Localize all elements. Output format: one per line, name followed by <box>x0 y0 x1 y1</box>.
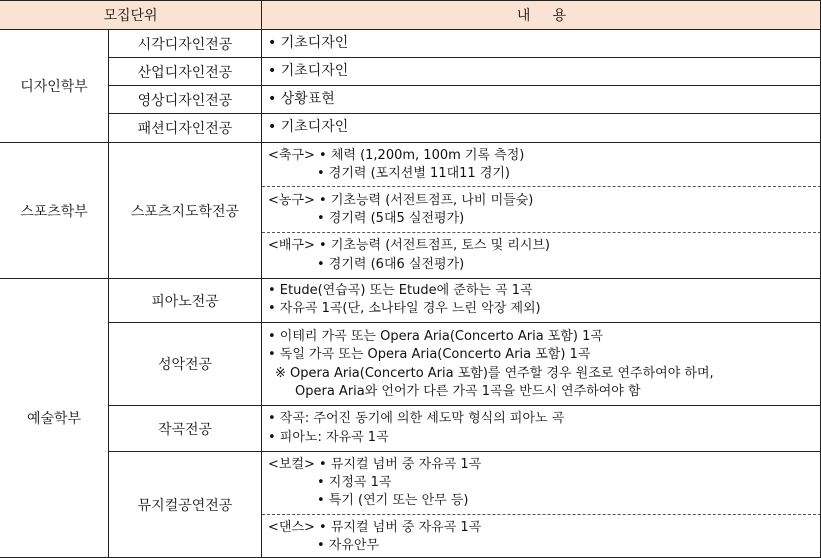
content-line: Opera Aria와 언어가 다른 가곡 1곡을 반드시 연주하여야 함 <box>295 384 641 399</box>
major-cell: 패션디자인전공 <box>137 121 233 137</box>
content-line: • 피아노: 자유곡 1곡 <box>268 430 389 445</box>
content-line: • 경기력 (5대5 실전평가) <box>317 211 465 226</box>
content-line: • 자유곡 1곡(단, 소나타일 경우 느린 악장 제외) <box>268 301 541 316</box>
dashed-divider <box>262 232 821 233</box>
content-line: <보컬> • 뮤지컬 넘버 중 자유곡 1곡 <box>268 457 482 472</box>
content-line: • 자유안무 <box>317 538 380 553</box>
dept-arts: 예술학부 <box>26 411 82 427</box>
dashed-divider <box>262 186 821 187</box>
content-line: • 경기력 (포지션별 11대11 경기) <box>317 166 511 181</box>
content-line: ※ Opera Aria(Concerto Aria 포함)를 연주할 경우 원조로 연주하여야 하며, <box>275 366 714 381</box>
content-line: <배구> • 기초능력 (서전트점프, 토스 및 리시브) <box>268 238 551 253</box>
content-line: <축구> • 체력 (1,200m, 100m 기록 측정) <box>268 148 525 163</box>
major-cell: 피아노전공 <box>151 293 219 310</box>
table-top-border <box>0 0 821 1</box>
content-line: • Etude(연습곡) 또는 Etude에 준하는 곡 1곡 <box>268 283 533 298</box>
dashed-divider <box>262 514 821 515</box>
content-line: • 기초디자인 <box>268 35 349 51</box>
major-cell: 스포츠지도학전공 <box>130 203 240 220</box>
content-line: • 지정곡 1곡 <box>317 475 392 490</box>
major-cell: 뮤지컬공연전공 <box>137 497 233 514</box>
major-cell: 작곡전공 <box>157 421 213 438</box>
major-cell: 영상디자인전공 <box>137 92 233 109</box>
header-unit: 모집단위 <box>0 0 261 29</box>
content-line: • 이테리 가곡 또는 Opera Aria(Concerto Aria 포함) 1곡 <box>268 329 603 344</box>
major-cell: 시각디자인전공 <box>137 36 233 53</box>
content-line: • 상황표현 <box>268 91 335 107</box>
dept-sports: 스포츠학부 <box>20 203 88 220</box>
col-divider <box>261 0 262 557</box>
content-line: • 경기력 (6대6 실전평가) <box>317 257 465 272</box>
content-line: <농구> • 기초능력 (서전트점프, 나비 미들슛) <box>268 193 534 208</box>
content-line: • 기초디자인 <box>268 63 349 79</box>
dept-design: 디자인학부 <box>20 79 88 95</box>
major-cell: 성악전공 <box>157 357 213 373</box>
header-content: 내 용 <box>262 0 821 29</box>
content-line: • 독일 가곡 또는 Opera Aria(Concerto Aria 포함) 1곡 <box>268 347 591 362</box>
content-line: • 기초디자인 <box>268 119 349 135</box>
content-line: <댄스> • 뮤지컬 넘버 중 자유곡 1곡 <box>268 520 482 535</box>
content-line: • 작곡: 주어진 동기에 의한 세도막 형식의 피아노 곡 <box>268 411 565 426</box>
major-cell: 산업디자인전공 <box>137 64 233 81</box>
content-line: • 특기 (연기 또는 안무 등) <box>317 493 469 508</box>
